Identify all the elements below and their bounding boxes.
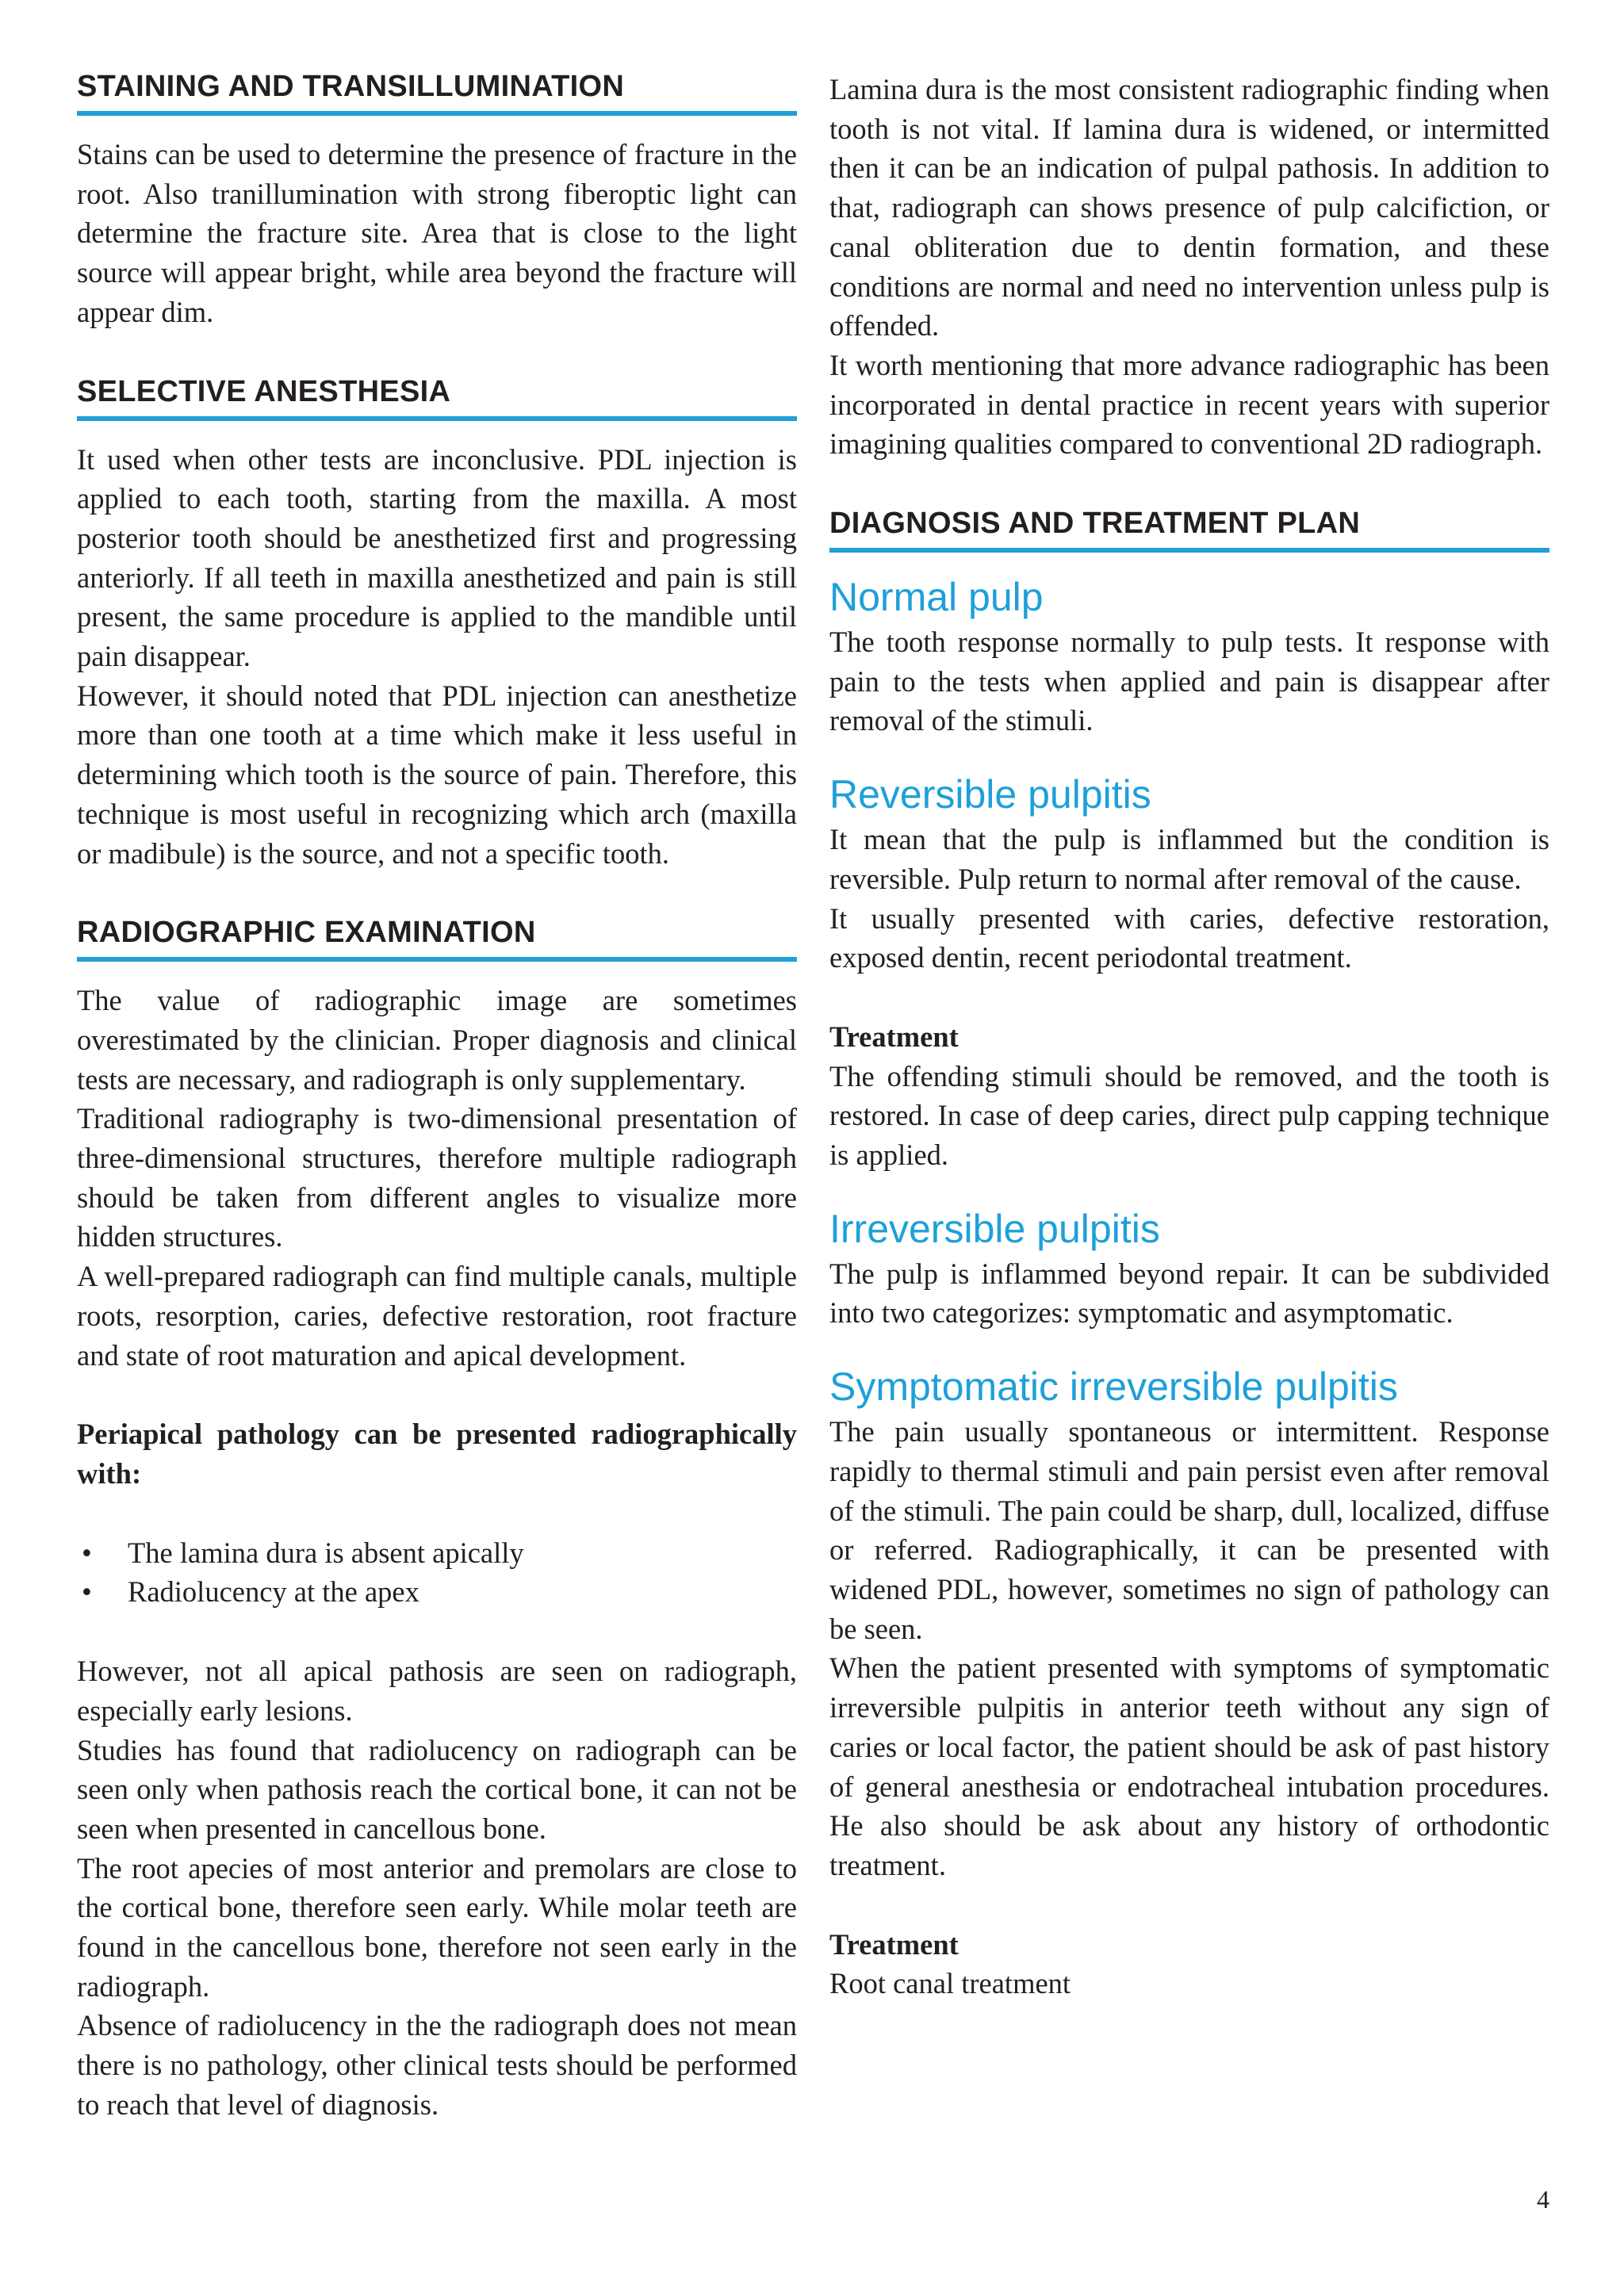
- paragraph: When the patient presented with symptoms of symptomatic irreversible pulpitis in anterior teeth without any sign of caries or local factor, the patient should be ask of past history of general anesthesia or endotracheal intubation procedures. He also should be ask about any history of orthodontic treatment.: [829, 1651, 1549, 1881]
- paragraph: Root canal treatment: [829, 1967, 1071, 2000]
- section-heading-radiographic: RADIOGRAPHIC EXAMINATION: [77, 916, 536, 950]
- right-column: [829, 70, 1549, 2003]
- paragraph: However, it should noted that PDL injection can anesthetize more than one tooth at a time which make it less useful in determining which tooth is the source of pain. Therefore, this technique is most useful in recognizing which arch (maxilla or madibule) is the source, and not a specific tooth.: [77, 679, 797, 870]
- paragraph: Lamina dura is the most consistent radiographic finding when tooth is not vital. If lamina dura is widened, or intermitted then it can be an indication of pulpal pathosis. In addition to that, radiograph can shows presence of pulp calcifiction, or canal obliteration due to dentin formation, and these conditions are normal and need no intervention unless pulp is offended.: [829, 73, 1549, 342]
- bullet-dot: •: [82, 1575, 92, 1609]
- paragraph: Studies has found that radiolucency on radiograph can be seen only when pathosis reach the cortical bone, it can not be seen when presented in cancellous bone.: [77, 1733, 797, 1845]
- section-heading-staining: STAINING AND TRANSILLUMINATION: [77, 70, 625, 103]
- paragraph: Absence of radiolucency in the the radiograph does not mean there is no pathology, other clinical tests should be performed to reach that level of diagnosis.: [77, 2009, 797, 2121]
- bullet-item: [77, 1572, 797, 1612]
- page-number: 4: [1537, 2185, 1549, 2214]
- paragraph: It mean that the pulp is inflammed but the condition is reversible. Pulp return to normal after removal of the cause.: [829, 823, 1549, 895]
- section-heading-anesthesia: SELECTIVE ANESTHESIA: [77, 374, 451, 408]
- paragraph: It worth mentioning that more advance radiographic has been incorporated in dental practice in recent years with superior imagining qualities compared to conventional 2D radiograph.: [829, 348, 1549, 461]
- subheading-reversible-pulpitis: Reversible pulpitis: [829, 772, 1151, 817]
- treatment-label: Treatment: [829, 1020, 959, 1053]
- subheading-symptomatic-irreversible-pulpitis: Symptomatic irreversible pulpitis: [829, 1364, 1398, 1410]
- bold-intro: Periapical pathology can be presented radiographically with:: [77, 1418, 797, 1490]
- subheading-normal-pulp: Normal pulp: [829, 575, 1044, 620]
- paragraph: The pain usually spontaneous or intermittent. Response rapidly to thermal stimuli and pain persist even after removal of the stimuli. The pain could be sharp, dull, localized, diffuse or referred. Radiographically, it can be presented with widened PDL, however, sometimes no sign of pathology can be seen.: [829, 1415, 1549, 1645]
- heading-rule: [77, 416, 797, 421]
- paragraph: The pulp is inflammed beyond repair. It can be subdivided into two categorizes: symptomatic and asymptomatic.: [829, 1257, 1549, 1330]
- bullet-item: [77, 1533, 797, 1573]
- bullet-text: The lamina dura is absent apically: [128, 1536, 524, 1569]
- bullet-dot: •: [82, 1536, 92, 1569]
- bullet-list: [77, 1533, 797, 1612]
- paragraph: The value of radiographic image are sometimes overestimated by the clinician. Proper diagnosis and clinical tests are necessary, and radiograph is only supplementary.: [77, 984, 797, 1096]
- paragraph: A well-prepared radiograph can find multiple canals, multiple roots, resorption, caries, defective restoration, root fracture and state of root maturation and apical development.: [77, 1260, 797, 1372]
- paragraph: However, not all apical pathosis are seen on radiograph, especially early lesions.: [77, 1655, 797, 1727]
- paragraph: The tooth response normally to pulp tests. It response with pain to the tests when applied and pain is disappear after removal of the stimuli.: [829, 626, 1549, 737]
- bullet-text: Radiolucency at the apex: [128, 1575, 419, 1609]
- treatment-label: Treatment: [829, 1927, 959, 1961]
- subheading-irreversible-pulpitis: Irreversible pulpitis: [829, 1206, 1160, 1251]
- paragraph: The root apecies of most anterior and premolars are close to the cortical bone, therefore seen early. While molar teeth are found in the cancellous bone, therefore not seen early in the radiograph.: [77, 1851, 797, 2003]
- left-column: [77, 67, 797, 2125]
- heading-rule: [829, 548, 1549, 553]
- paragraph: It usually presented with caries, defective restoration, exposed dentin, recent periodontal treatment.: [829, 901, 1549, 974]
- paragraph: The offending stimuli should be removed, and the tooth is restored. In case of deep caries, direct pulp capping technique is applied.: [829, 1059, 1549, 1172]
- paragraph: Traditional radiography is two-dimensional presentation of three-dimensional structures, therefore multiple radiograph should be taken from different angles to visualize more hidden structures.: [77, 1102, 797, 1253]
- section-heading-diagnosis: DIAGNOSIS AND TREATMENT PLAN: [829, 507, 1361, 541]
- paragraph: Stains can be used to determine the presence of fracture in the root. Also tranillumination with strong fiberoptic light can determine the fracture site. Area that is close to the light source will appear bright, while area beyond the fracture will appear dim.: [77, 138, 797, 328]
- heading-rule: [77, 111, 797, 116]
- heading-rule: [77, 957, 797, 962]
- paragraph: It used when other tests are inconclusive. PDL injection is applied to each tooth, starting from the maxilla. A most posterior tooth should be anesthetized first and progressing anteriorly. If all teeth in maxilla anesthetized and pain is still present, the same procedure is applied to the mandible until pain disappear.: [77, 442, 797, 673]
